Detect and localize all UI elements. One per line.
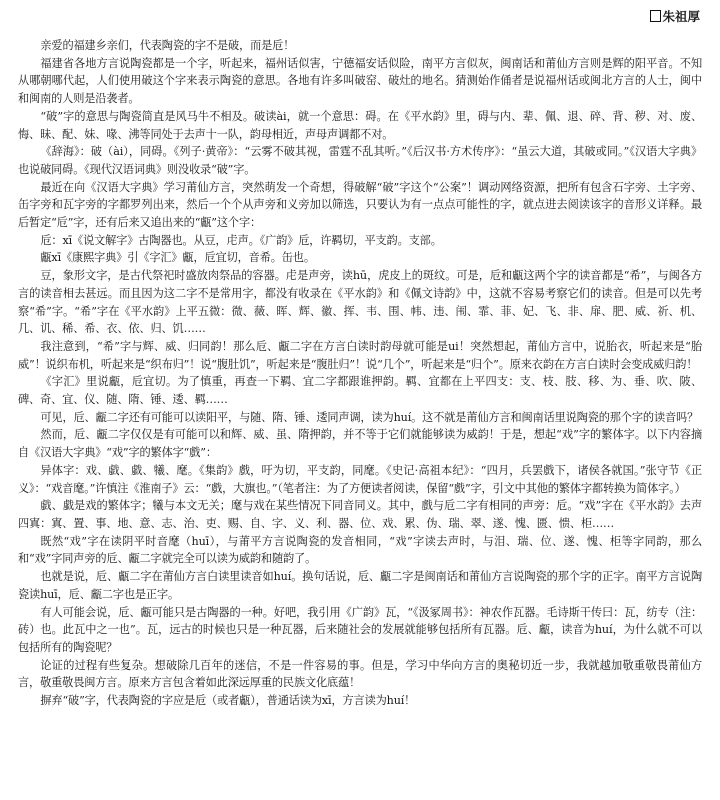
paragraph-13: 异体字：戏、戯、戱、犧、麾。《集韵》戲，吁为切，平支韵，同麾。《史记·高祖本纪》：“四月，兵罢戲下，诸侯各就国。”张守节《正义》：“戏音麾。”许慎注《淮南子》云：“戲，大旗也。”（笔者注：为了方便读者阅读，保留“戲”字，引文中其他的繁体字都转换为简体字。） bbox=[18, 463, 702, 495]
paragraph-1: 亲爱的福建乡亲们，代表陶瓷的字不是破，而是卮！ bbox=[40, 39, 295, 52]
paragraph-11: 可见，卮、甗二字还有可能可以读阳平，与随、隋、锤、逶同声调，读为huí。这不就是莆仙方言和闽南话里说陶瓷的那个字的读音吗？ bbox=[40, 410, 699, 424]
paragraph-3: “破”字的意思与陶瓷简直是风马牛不相及。破读ài，就一个意思：碍。在《平水韵》里，碍与内、辈、佩、退、碎、背、秽、对、废、悔、昧、配、妹、喙、沸等同处于去声十一队，韵母相近，声母声调都不对。 bbox=[18, 109, 702, 141]
paragraph-9: 我注意到，“希”字与辉、威、归同韵！那么卮、甗二字在方言白读时韵母就可能是ui！突然想起，莆仙方言中，说胎衣，听起来是“胎威”！说织布机，听起来是“织布归”！说“腹肚饥”，听起来是“腹肚归”！说“几个”，听起来是“归个”。原来衣韵在方言白读时会变成威归韵！ bbox=[18, 339, 702, 371]
box-glyph-icon bbox=[650, 10, 661, 22]
paragraph-12: 然而，卮、甗二字仅仅是有可能可以和辉、威、虽、隋押韵，并不等于它们就能够读为威韵！于是，想起“戏”字的繁体字。以下内容摘自《汉语大字典》“戏”字的繁体字“戲”： bbox=[18, 428, 702, 460]
paragraph-7: 甗xī《康熙字典》引《字汇》甗，卮宜切，音希。缶也。 bbox=[40, 251, 315, 265]
paragraph-17: 有人可能会说，卮、甗可能只是古陶器的一种。好吧，我引用《广韵》瓦，“《汲冢周书》：神农作瓦器。毛诗斯干传曰：瓦，纺专（注：砖）也。此瓦中之一也”。瓦，远古的时候也只是一种瓦器，后来随社会的发展就能够包括所有瓦器。卮、甗，读音为huí，为什么就不可以包括所有的陶瓷呢？ bbox=[18, 605, 702, 654]
paragraph-16: 也就是说，卮、甗二字在莆仙方言白读里读音如huí。换句话说，卮、甗二字是闽南话和莆仙方言说陶瓷的那个字的正字。南平方言说陶瓷读huī，卮、甗二字也是正字。 bbox=[18, 570, 702, 601]
paragraph-14: 戯、戱是戏的繁体字；犧与本文无关；麾与戏在某些情况下同音同义。其中，戲与卮二字有相同的声旁：卮。“戏”字在《平水韵》去声四寘：寘、置、事、地、意、志、治、吏、赐、自、字、义、利、器、位、戏、累、伪、瑞、翠、遂、愧、匮、愦、柜…… bbox=[18, 499, 702, 530]
article-body bbox=[18, 37, 702, 710]
paragraph-6: 卮：xī《说文解字》古陶器也。从豆，虍声。《广韵》卮，许羁切，平支韵。支部。 bbox=[40, 233, 442, 247]
paragraph-15: 既然“戏”字在读阴平时音麾（huī），与莆平方言说陶瓷的发音相同，“戏”字读去声时，与泪、瑞、位、遂、愧、柜等字同韵，那么和“戏”字同声旁的卮、甗二字就完全可以读为威韵和随韵了。 bbox=[18, 534, 702, 566]
paragraph-4: 《辞海》：破（ài），同碍。《列子·黄帝》：“云雾不破其视，雷霆不乱其听。”《后汉书·方术传序》：“虽云大道，其破或同。”《汉语大字典》也说破同碍。《现代汉语词典》则没收录“破”字。 bbox=[18, 145, 702, 176]
paragraph-2: 福建省各地方言说陶瓷都是一个字，听起来，福州话似害，宁德福安话似险，南平方言似灰，闽南话和莆仙方言则是辉的阳平音。不知从哪朝哪代起，人们使用破这个字来表示陶瓷的意思。各地有许多叫破窑、破灶的地名。猜测始作俑者是说福州话或闽北方言的人士，闽中和闽南的人则是沿袭者。 bbox=[18, 56, 702, 106]
paragraph-8: 豆，象形文字，是古代祭祀时盛放肉祭品的容器。虍是声旁，读hū，虎皮上的斑纹。可是，卮和甗这两个字的读音都是“希”，与闽各方言的读音相去甚远。而且因为这二字不是常用字，都没有收录在《平水韵》和《佩文诗韵》中，这就不容易考察它们的读音。但是可以先考察“希”字。“希”字在《平水韵》上平五微：微、薇、晖、辉、徽、挥、韦、围、帏、违、闱、霏、菲、妃、飞、非、扉、肥、威、祈、机、几、讥、稀、希、衣、依、归、饥…… bbox=[18, 269, 702, 336]
paragraph-5: 最近在向《汉语大字典》学习莆仙方言，突然萌发一个奇想，得破解“破”字这个“公案”！调动网络资源，把所有包含石字旁、土字旁、缶字旁和瓦字旁的字都罗列出来，然后一个个从声旁和义旁加以筛选，只要认为有一点点可能性的字，就点进去阅读该字的音形义详释。最后暂定“卮”字，还有后来又追出来的“甗”这个字： bbox=[18, 180, 702, 230]
paragraph-18: 论证的过程有些复杂。想破除几百年的迷信，不是一件容易的事。但是，学习中华向方言的奥秘切近一步，我就越加敬重敬畏莆仙方言，敬重敬畏闽方言。原来方言包含着如此深远厚重的民族文化底蕴！ bbox=[18, 658, 702, 690]
author-name: 朱祖厚 bbox=[662, 9, 700, 24]
author-byline bbox=[18, 8, 700, 26]
paragraph-19: 摒弃“破”字，代表陶瓷的字应是卮（或者甗），普通话读为xī，方言读为huí！ bbox=[40, 694, 416, 708]
paragraph-10: 《字汇》里说甗，卮宜切。为了慎重，再查一下羁、宜二字都跟谁押韵。羁、宜都在上平四支：支、枝、肢、移、为、垂、吹、陂、碑、奇、宜、仪、随、隋、锤、逶、羁…… bbox=[18, 375, 702, 407]
